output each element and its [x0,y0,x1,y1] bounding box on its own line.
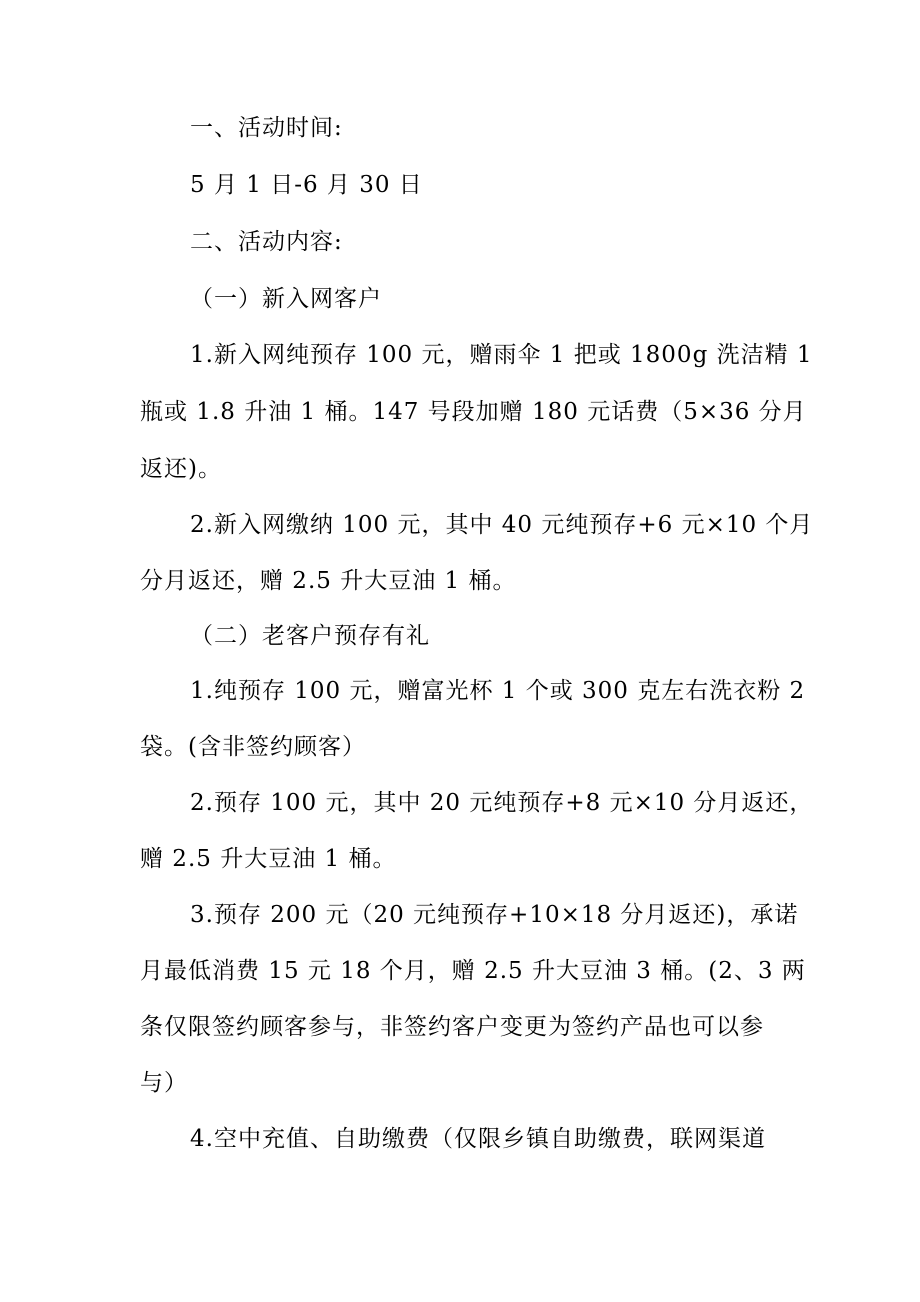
paragraph-line: 月最低消费 15 元 18 个月，赠 2.5 升大豆油 3 桶。(2、3 两 [140,958,806,984]
paragraph-line: 与） [140,1070,188,1096]
paragraph-line: 赠 2.5 升大豆油 1 桶。 [140,846,397,872]
subsection-heading-new-customers: （一）新入网客户 [190,286,382,312]
activity-date-range: 5 月 1 日-6 月 30 日 [190,172,423,198]
paragraph-line: 2.预存 100 元，其中 20 元纯预存+8 元×10 分月返还， [190,790,814,816]
paragraph-line: 3.预存 200 元（20 元纯预存+10×18 分月返还)，承诺 [190,902,799,928]
paragraph-line: 2.新入网缴纳 100 元，其中 40 元纯预存+6 元×10 个月 [190,512,814,538]
paragraph-line: 1.新入网纯预存 100 元，赠雨伞 1 把或 1800g 洗洁精 1 [190,342,813,368]
paragraph-line: 返还)。 [140,456,222,482]
section-heading-activity-time: 一、活动时间: [190,115,343,141]
paragraph-line: 袋。(含非签约顾客） [140,734,366,760]
paragraph-line: 4.空中充值、自助缴费（仅限乡镇自助缴费，联网渠道 [190,1126,766,1152]
paragraph-line: 条仅限签约顾客参与，非签约客户变更为签约产品也可以参 [140,1014,764,1040]
paragraph-line: 分月返还，赠 2.5 升大豆油 1 桶。 [140,568,517,594]
paragraph-line: 瓶或 1.8 升油 1 桶。147 号段加赠 180 元话费（5×36 分月 [140,399,807,425]
subsection-heading-old-customers: （二）老客户预存有礼 [190,623,430,649]
section-heading-activity-content: 二、活动内容: [190,229,343,255]
paragraph-line: 1.纯预存 100 元，赠富光杯 1 个或 300 克左右洗衣粉 2 [190,678,806,704]
